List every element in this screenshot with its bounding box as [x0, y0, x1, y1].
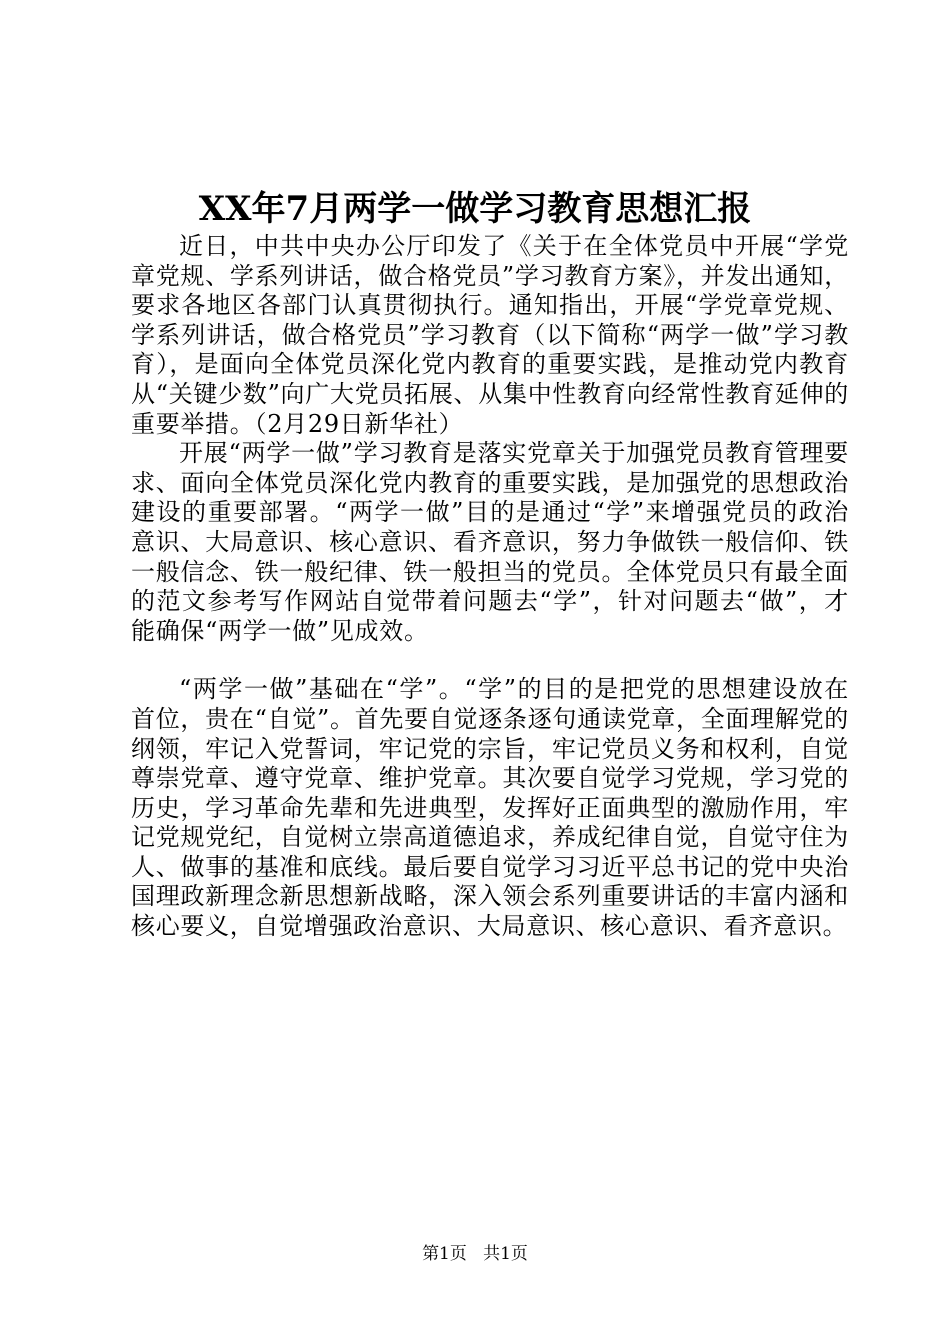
- page-number: 第1页: [422, 1244, 467, 1264]
- page-footer: [0, 1243, 950, 1265]
- document-body: [131, 232, 849, 942]
- paragraph-2: 开展“两学一做”学习教育是落实党章关于加强党员教育管理要求、面向全体党员深化党内教育的重要实践，是加强党的思想政治建设的重要部署。“两学一做”目的是通过“学”来增强党员的政治意识、大局意识、核心意识、看齐意识，努力争做铁一般信仰、铁一般信念、铁一般纪律、铁一般担当的党员。全体党员只有最全面的范文参考写作网站自觉带着问题去“学”，针对问题去“做”，才能确保“两学一做”见成效。: [131, 439, 849, 645]
- footer-spacer: [472, 1244, 477, 1264]
- paragraph-1: 近日，中共中央办公厅印发了《关于在全体党员中开展“学党章党规、学系列讲话，做合格党员”学习教育方案》，并发出通知，要求各地区各部门认真贯彻执行。通知指出，开展“学党章党规、学系列讲话，做合格党员”学习教育（以下简称“两学一做”学习教育），是面向全体党员深化党内教育的重要实践，是推动党内教育从“关键少数”向广大党员拓展、从集中性教育向经常性教育延伸的重要举措。（2月29日新华社）: [131, 232, 849, 438]
- document-title: XX年7月两学一做学习教育思想汇报: [198, 189, 752, 229]
- page-total: 共1页: [483, 1244, 528, 1264]
- paragraph-3: “两学一做”基础在“学”。“学”的目的是把党的思想建设放在首位，贵在“自觉”。首先要自觉逐条逐句通读党章，全面理解党的纲领，牢记入党誓词，牢记党的宗旨，牢记党员义务和权利，自觉尊崇党章、遵守党章、维护党章。其次要自觉学习党规，学习党的历史，学习革命先辈和先进典型，发挥好正面典型的激励作用，牢记党规党纪，自觉树立崇高道德追求，养成纪律自觉，自觉守住为人、做事的基准和底线。最后要自觉学习习近平总书记的党中央治国理政新理念新思想新战略，深入领会系列重要讲话的丰富内涵和核心要义，自觉增强政治意识、大局意识、核心意识、看齐意识。: [131, 675, 849, 941]
